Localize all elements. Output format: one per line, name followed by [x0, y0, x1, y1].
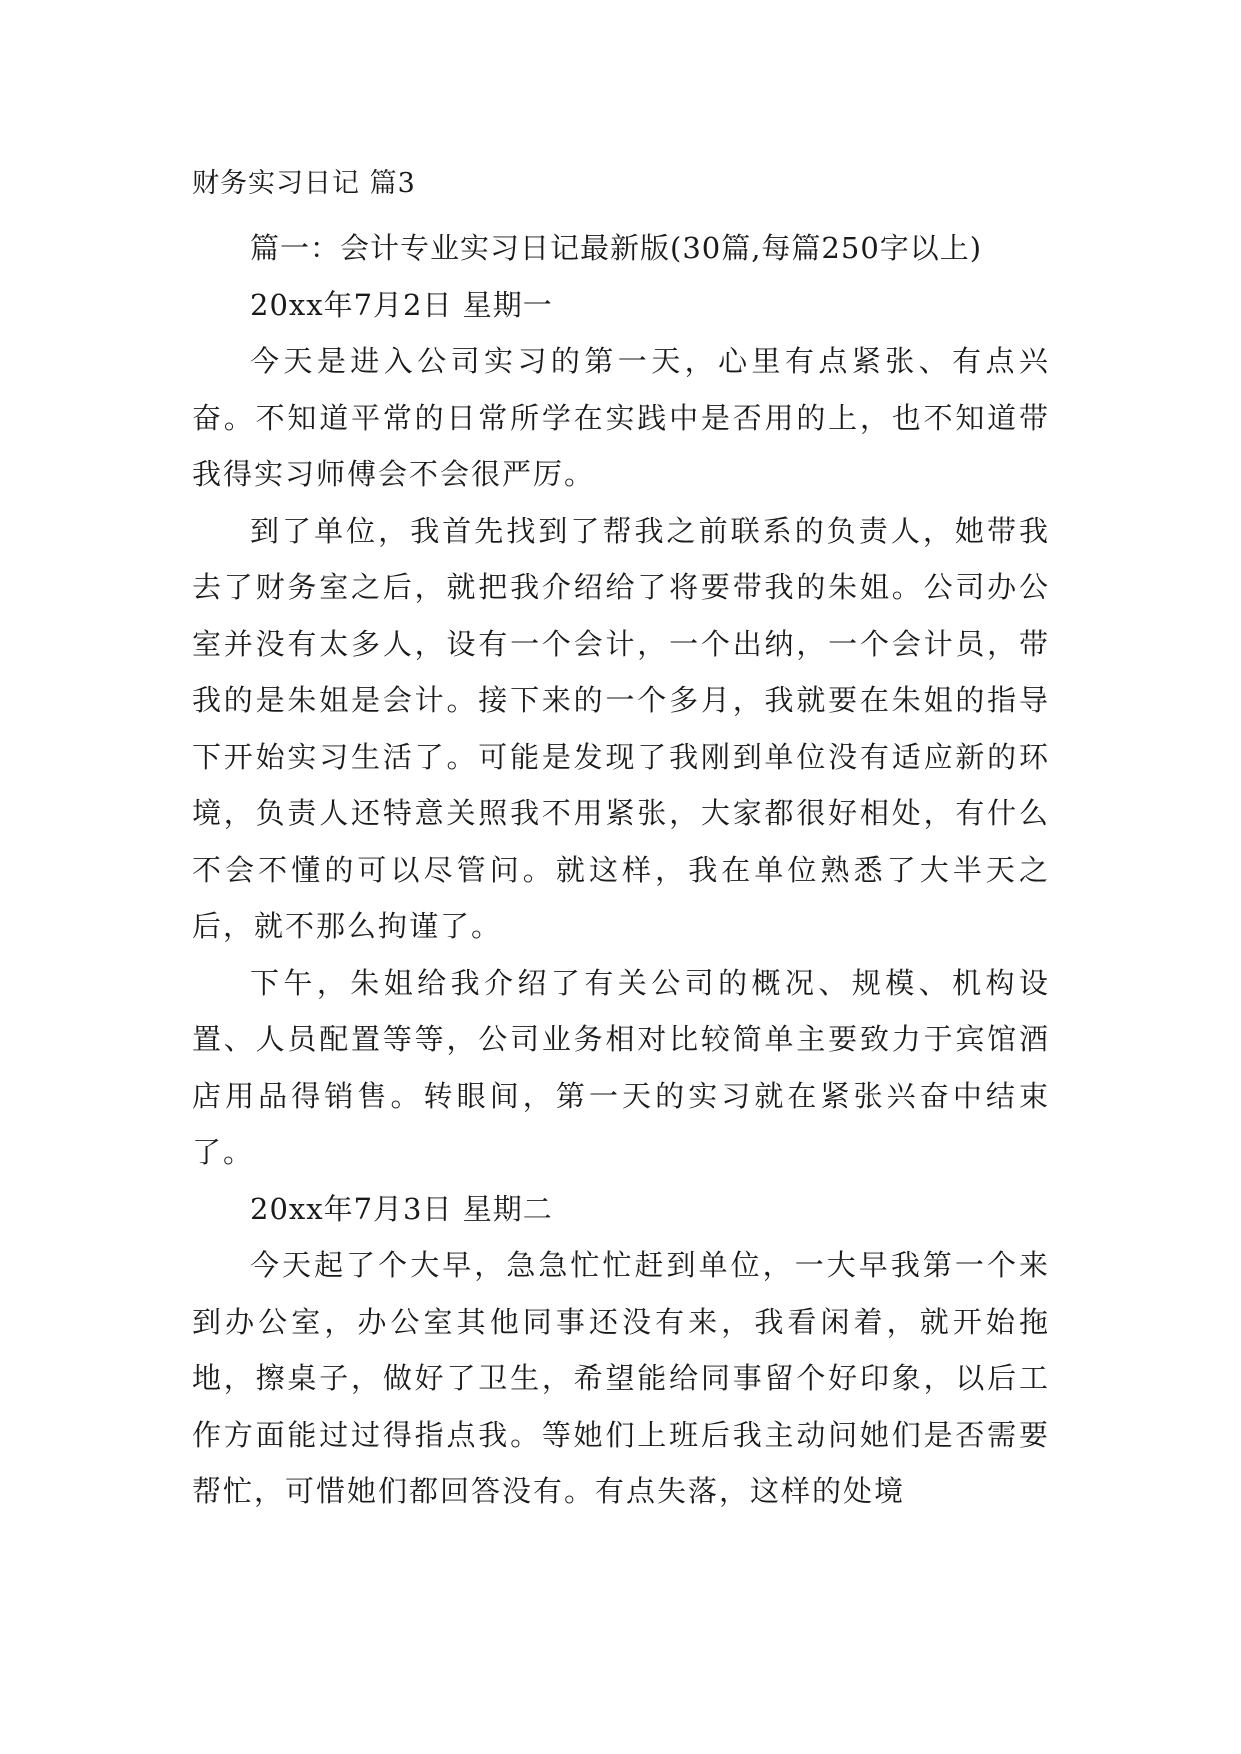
diary-date-heading: 20xx年7月2日 星期一: [250, 287, 553, 322]
document-title: 财务实习日记 篇3: [192, 168, 416, 199]
body-paragraph: 到了单位，我首先找到了帮我之前联系的负责人，她带我去了财务室之后，就把我介绍给了将要带我的朱姐。公司办公室并没有太多人，设有一个会计，一个出纳，一个会计员，带我的是朱姐是会计。接下来的一个多月，我就要在朱姐的指导下开始实习生活了。可能是发现了我刚到单位没有适应新的环境，负责人还特意关照我不用紧张，大家都很好相处，有什么不会不懂的可以尽管问。就这样，我在单位熟悉了大半天之后，就不那么拘谨了。: [192, 513, 1050, 943]
body-paragraph: 下午，朱姐给我介绍了有关公司的概况、规模、机构设置、人员配置等等，公司业务相对比较简单主要致力于宾馆酒店用品得销售。转眼间，第一天的实习就在紧张兴奋中结束了。: [192, 965, 1050, 1169]
body-paragraph: 今天起了个大早，急急忙忙赶到单位，一大早我第一个来到办公室，办公室其他同事还没有来，我看闲着，就开始拖地，擦桌子，做好了卫生，希望能给同事留个好印象，以后工作方面能过过得指点我。等她们上班后我主动问她们是否需要帮忙，可惜她们都回答没有。有点失落，这样的处境: [192, 1248, 1050, 1508]
body-paragraph: 今天是进入公司实习的第一天，心里有点紧张、有点兴奋。不知道平常的日常所学在实践中是否用的上，也不知道带我得实习师傅会不会很严厉。: [192, 344, 1050, 491]
section-heading: 篇一：会计专业实习日记最新版(30篇,每篇250字以上): [250, 231, 983, 265]
document-body: [192, 220, 1050, 1520]
diary-date-heading: 20xx年7月3日 星期二: [250, 1191, 553, 1226]
